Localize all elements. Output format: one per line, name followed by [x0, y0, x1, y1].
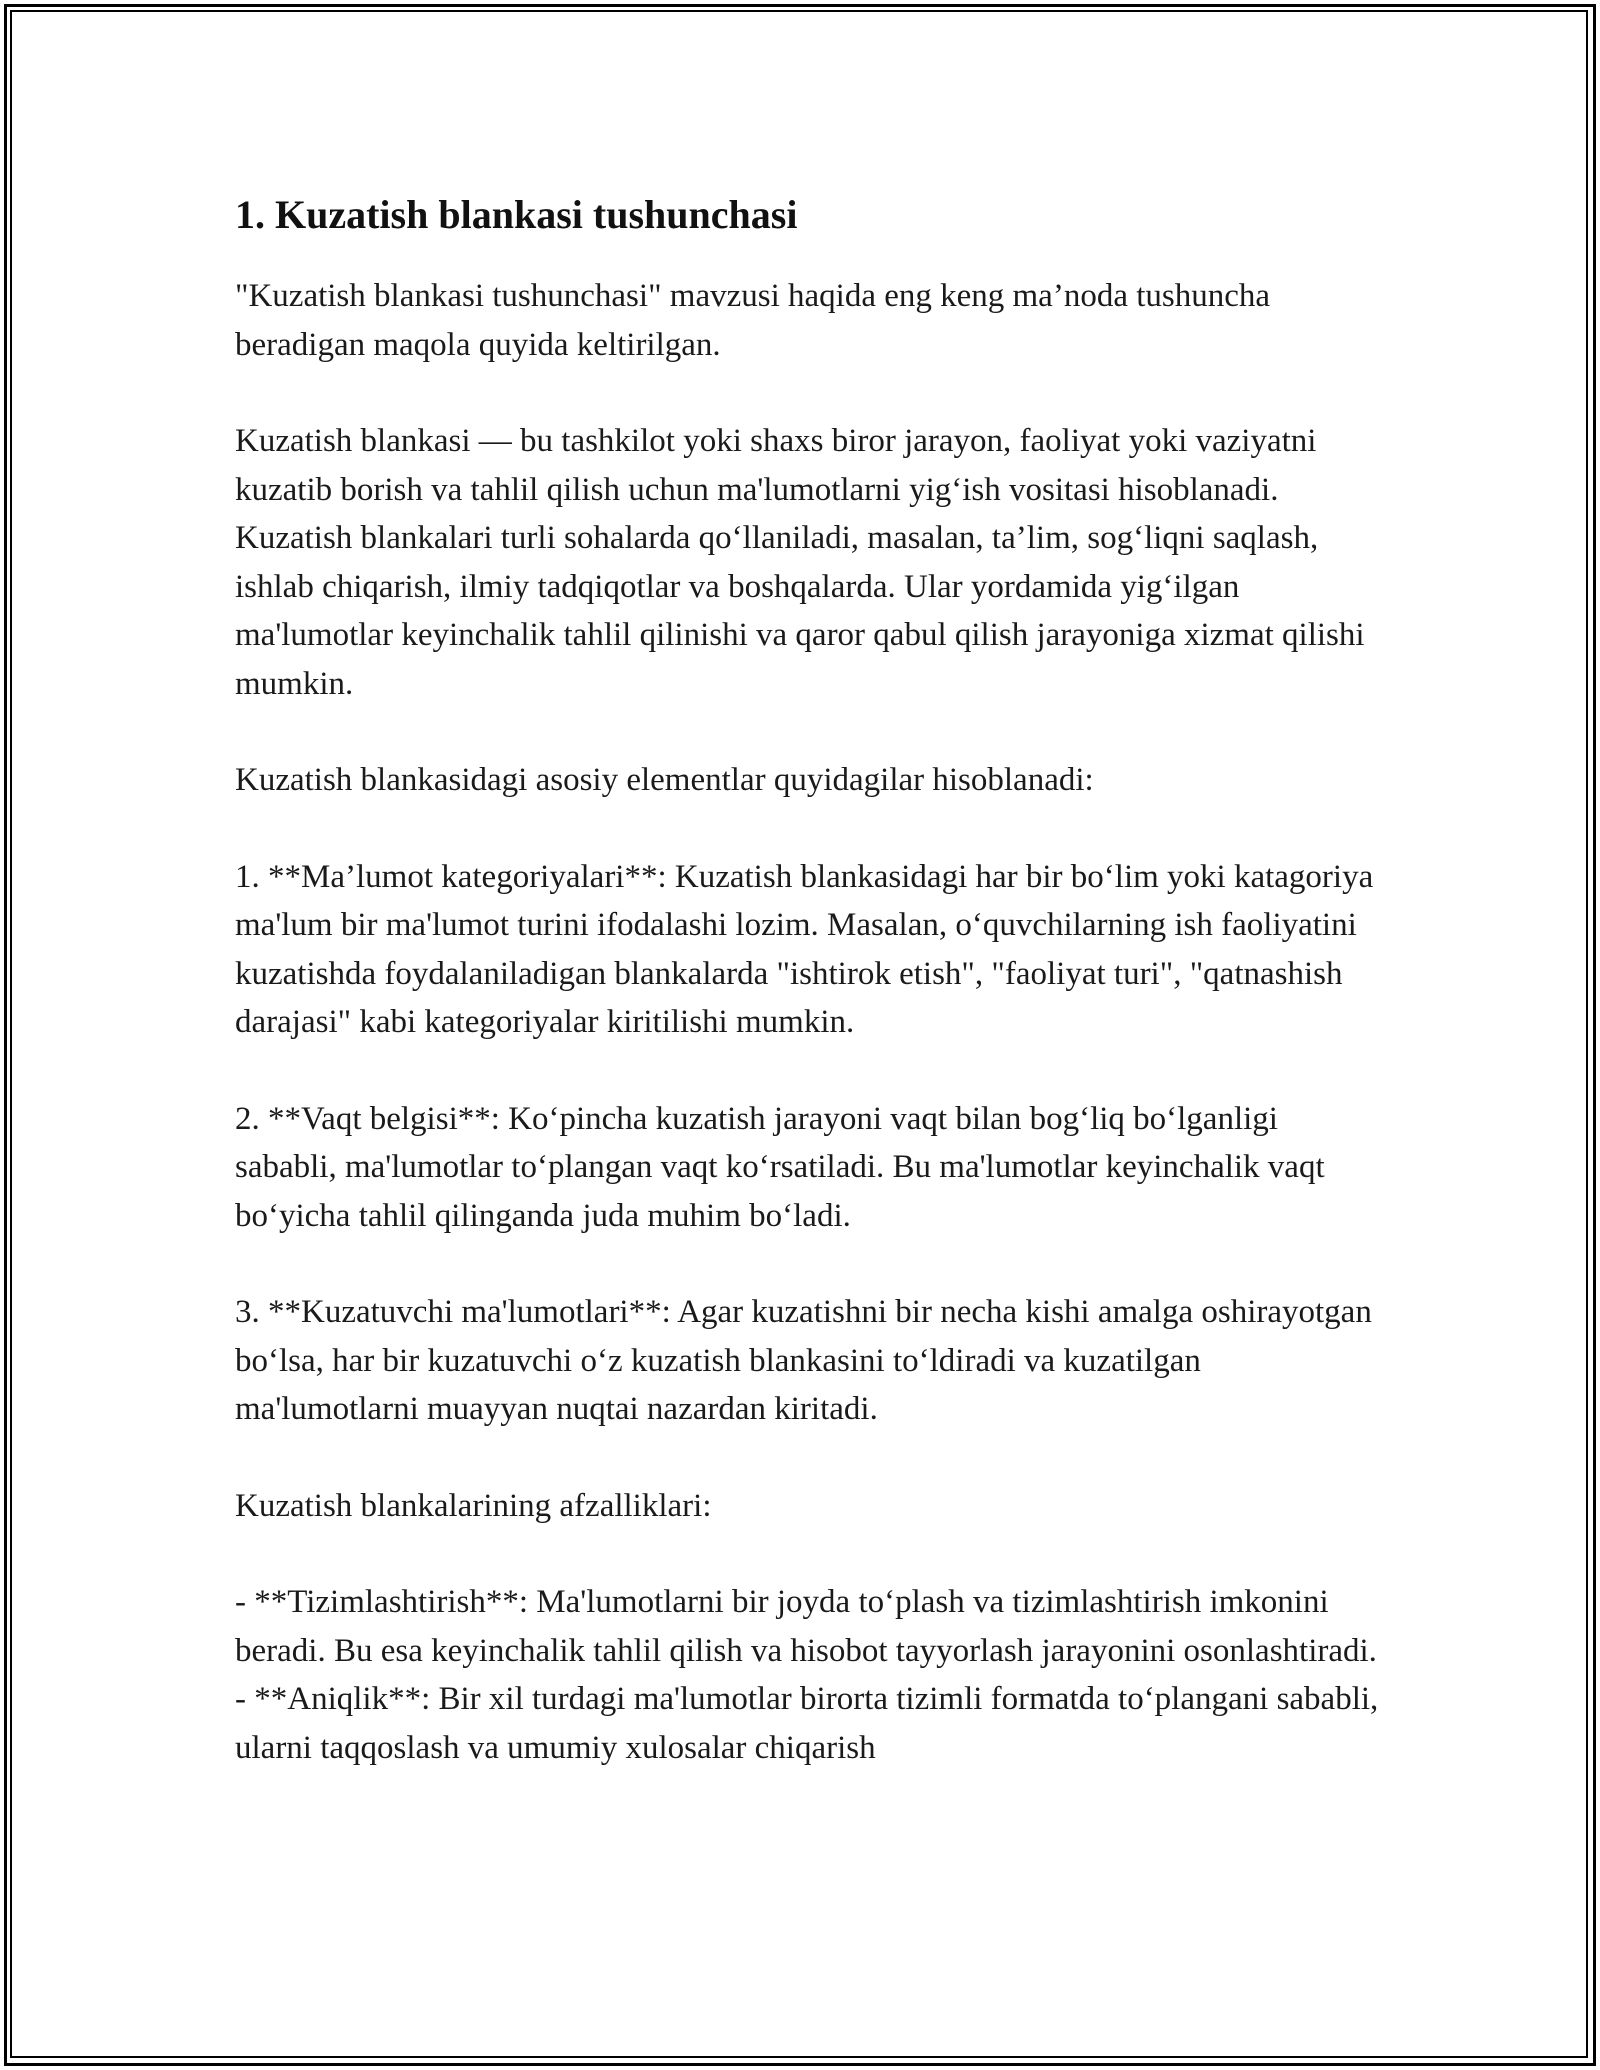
- element-item-2: 2. **Vaqt belgisi**: Ko‘pincha kuzatish jarayoni vaqt bilan bog‘liq bo‘lganligi sababli, ma'lumotlar to‘plangan vaqt ko‘rsatiladi. Bu ma'lumotlar keyinchalik vaqt bo‘yicha tahlil qilinganda juda muhim bo‘ladi.: [235, 1100, 1325, 1234]
- advantage-item-2: - **Aniqlik**: Bir xil turdagi ma'lumotlar birorta tizimli formatda to‘plangani sababli, ularni taqqoslash va umumiy xulosalar chiqarish: [235, 1681, 1379, 1766]
- advantages-heading-paragraph: Kuzatish blankalarining afzalliklari:: [235, 1487, 712, 1524]
- element-item-3: 3. **Kuzatuvchi ma'lumotlari**: Agar kuzatishni bir necha kishi amalga oshirayotgan bo‘lsa, har bir kuzatuvchi o‘z kuzatish blankasini to‘ldiradi va kuzatilgan ma'lumotlarni muayyan nuqtai nazardan kiritadi.: [235, 1294, 1372, 1427]
- advantage-item-1: - **Tizimlashtirish**: Ma'lumotlarni bir joyda to‘plash va tizimlashtirish imkonini beradi. Bu esa keyinchalik tahlil qilish va hisobot tayyorlash jarayonini osonlashtiradi.: [235, 1584, 1377, 1669]
- definition-paragraph: Kuzatish blankasi — bu tashkilot yoki shaxs biror jarayon, faoliyat yoki vaziyatni kuzatib borish va tahlil qilish uchun ma'lumotlarni yig‘ish vositasi hisoblanadi. Kuzatish blankalari turli sohalarda qo‘llaniladi, masalan, ta’lim, sog‘liqni saqlash, ishlab chiqarish, ilmiy tadqiqotlar va boshqalarda. Ular yordamida yig‘ilgan ma'lumotlar keyinchalik tahlil qilinishi va qaror qabul qilish jarayoniga xizmat qilishi mumkin.: [235, 423, 1365, 702]
- intro-paragraph: "Kuzatish blankasi tushunchasi" mavzusi haqida eng keng ma’noda tushuncha beradigan maqola quyida keltirilgan.: [235, 278, 1271, 363]
- document-page: [235, 180, 1385, 1772]
- document-title: 1. Kuzatish blankasi tushunchasi: [235, 192, 798, 237]
- element-item-1: 1. **Ma’lumot kategoriyalari**: Kuzatish blankasidagi har bir bo‘lim yoki katagoriya ma'lum bir ma'lumot turini ifodalashi lozim. Masalan, o‘quvchilarning ish faoliyatini kuzatishda foydalaniladigan blankalarda "ishtirok etish", "faoliyat turi", "qatnashish darajasi" kabi kategoriyalar kiritilishi mumkin.: [235, 858, 1374, 1040]
- elements-heading-paragraph: Kuzatish blankasidagi asosiy elementlar quyidagilar hisoblanadi:: [235, 762, 1094, 798]
